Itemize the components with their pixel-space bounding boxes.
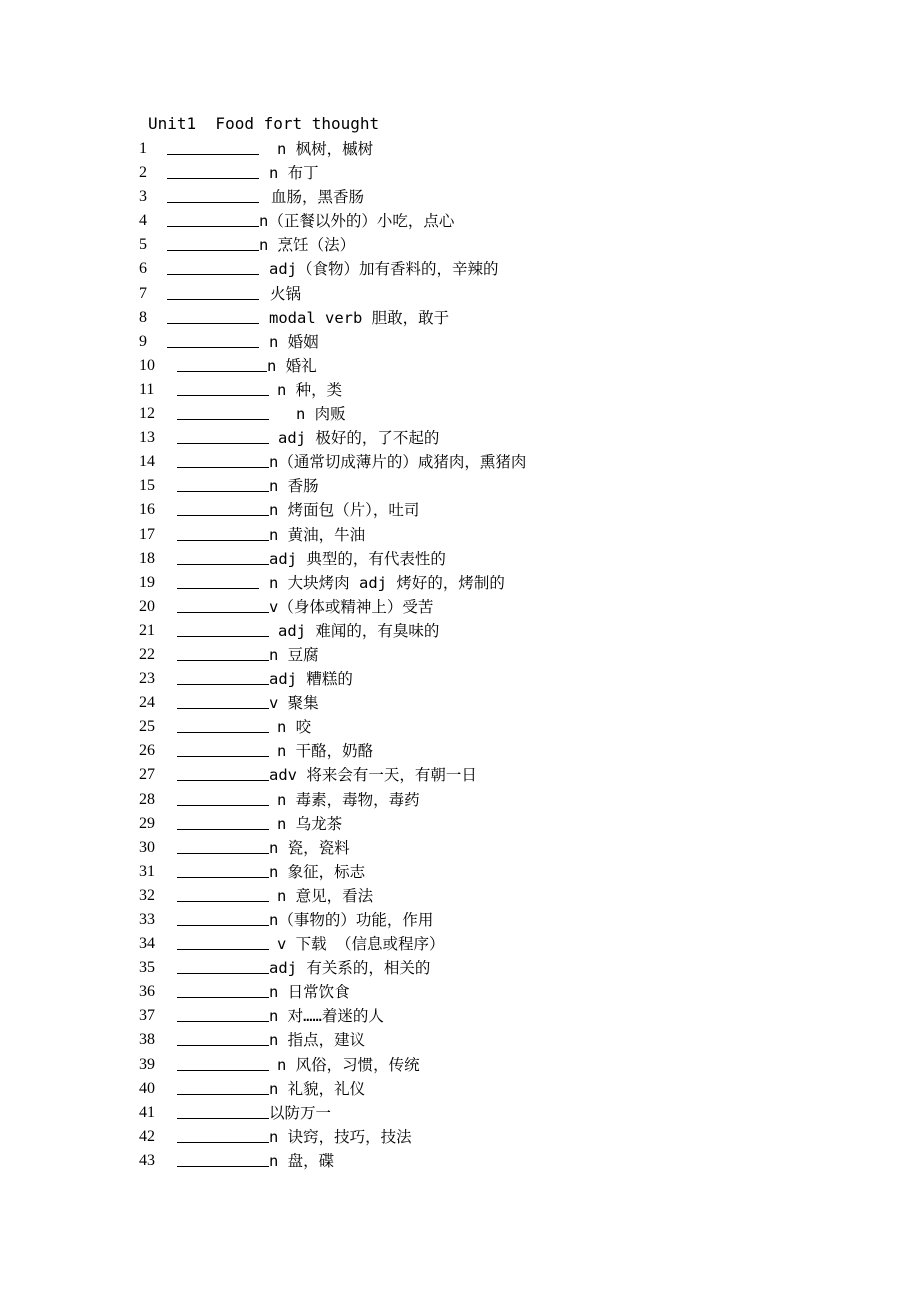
answer-blank	[177, 636, 269, 637]
answer-blank	[167, 347, 259, 348]
vocab-row	[139, 450, 859, 474]
item-number: 14	[139, 453, 155, 471]
item-number: 37	[139, 1007, 155, 1025]
answer-blank	[177, 829, 269, 830]
vocab-row	[139, 233, 859, 257]
item-definition: n 毒素，毒物，毒药	[277, 790, 420, 809]
item-definition: n 意见，看法	[277, 886, 374, 905]
item-number: 28	[139, 790, 155, 808]
item-number: 25	[139, 718, 155, 736]
item-number: 16	[139, 501, 155, 519]
item-number: 12	[139, 405, 155, 423]
item-number: 33	[139, 911, 155, 928]
item-number: 27	[139, 766, 155, 784]
answer-blank	[167, 299, 259, 300]
vocab-row	[139, 956, 859, 980]
item-number: 38	[139, 1031, 155, 1049]
vocab-row	[139, 426, 859, 450]
item-number: 17	[139, 525, 155, 543]
answer-blank	[167, 202, 259, 203]
item-definition: n 咬	[277, 718, 312, 737]
vocab-row	[139, 1077, 859, 1101]
answer-blank	[177, 612, 269, 613]
item-definition: adj 难闻的，有臭味的	[278, 621, 440, 640]
answer-blank	[167, 274, 259, 275]
item-definition: n 黄油，牛油	[269, 525, 366, 544]
answer-blank	[177, 564, 269, 565]
answer-blank	[177, 877, 269, 878]
answer-blank	[177, 756, 269, 757]
item-number: 15	[139, 477, 155, 495]
vocab-row	[139, 812, 859, 836]
item-number: 41	[139, 1103, 155, 1121]
vocab-row	[139, 884, 859, 908]
vocab-row	[139, 185, 859, 209]
item-definition: n 对……着迷的人	[269, 1007, 384, 1026]
answer-blank	[177, 853, 269, 854]
item-definition: n 布丁	[269, 164, 319, 183]
item-definition: n 婚姻	[269, 332, 319, 351]
item-definition: n（事物的）功能，作用	[269, 911, 434, 929]
item-definition: adj 糟糕的	[269, 670, 353, 689]
vocab-row	[139, 739, 859, 763]
item-definition: adj 有关系的，相关的	[269, 959, 431, 978]
vocab-row	[139, 282, 859, 306]
answer-blank	[167, 226, 259, 227]
item-number: 5	[139, 236, 147, 254]
item-definition: n 盘，碟	[269, 1151, 335, 1170]
vocab-row	[139, 474, 859, 498]
item-number: 9	[139, 332, 147, 350]
vocab-row	[139, 1053, 859, 1077]
item-definition: n 枫树，槭树	[277, 140, 374, 158]
item-definition: n 乌龙茶	[277, 814, 343, 833]
answer-blank	[167, 154, 259, 155]
answer-blank	[177, 997, 269, 998]
vocab-row	[139, 691, 859, 715]
item-number: 6	[139, 260, 147, 278]
item-number: 40	[139, 1079, 155, 1097]
item-number: 7	[139, 284, 147, 302]
item-definition: n 日常饮食	[269, 983, 350, 1002]
vocab-row	[139, 354, 859, 378]
vocab-row	[139, 378, 859, 402]
item-number: 43	[139, 1151, 155, 1169]
answer-blank	[177, 684, 269, 685]
item-number: 18	[139, 549, 155, 567]
vocab-row	[139, 715, 859, 739]
item-definition: n 瓷，瓷料	[269, 838, 350, 857]
vocab-row	[139, 836, 859, 860]
answer-blank	[177, 1045, 269, 1046]
item-number: 39	[139, 1055, 155, 1073]
item-definition: n（通常切成薄片的）咸猪肉，熏猪肉	[269, 453, 527, 472]
vocab-row	[139, 1125, 859, 1149]
vocab-row	[139, 1101, 859, 1125]
answer-blank	[167, 323, 259, 324]
answer-blank	[177, 780, 269, 781]
vocab-row	[139, 932, 859, 956]
item-number: 32	[139, 886, 155, 904]
page-title: Unit1 Food fort thought	[148, 114, 380, 133]
item-number: 10	[139, 356, 155, 374]
item-definition: v（身体或精神上）受苦	[269, 597, 434, 616]
item-number: 35	[139, 959, 155, 977]
item-definition: n 豆腐	[269, 645, 319, 664]
answer-blank	[177, 949, 269, 950]
item-number: 21	[139, 621, 155, 639]
answer-blank	[177, 660, 269, 661]
item-definition: n（正餐以外的）小吃，点心	[259, 212, 455, 231]
item-definition: adj 典型的，有代表性的	[269, 549, 446, 568]
vocab-row	[139, 137, 859, 161]
item-number: 23	[139, 670, 155, 688]
item-number: 30	[139, 838, 155, 856]
answer-blank	[177, 901, 269, 902]
item-number: 4	[139, 212, 147, 230]
item-definition: n 风俗，习惯，传统	[277, 1055, 420, 1074]
item-number: 13	[139, 429, 155, 447]
item-number: 20	[139, 597, 155, 615]
answer-blank	[177, 973, 269, 974]
vocab-row	[139, 860, 859, 884]
item-definition: adj 极好的，了不起的	[278, 429, 440, 448]
item-definition: adv 将来会有一天，有朝一日	[269, 766, 477, 785]
item-definition: n 香肠	[269, 477, 319, 496]
item-number: 22	[139, 645, 155, 663]
vocab-row	[139, 980, 859, 1004]
item-definition: 火锅	[270, 284, 302, 303]
item-number: 8	[139, 308, 147, 326]
item-definition: n 种，类	[277, 380, 343, 399]
answer-blank	[177, 491, 269, 492]
item-definition: modal verb 胆敢，敢于	[269, 308, 450, 327]
answer-blank	[177, 1142, 269, 1143]
item-definition: n 诀窍，技巧，技法	[269, 1127, 412, 1146]
item-number: 42	[139, 1127, 155, 1145]
vocab-row	[139, 523, 859, 547]
item-definition: n 干酪，奶酪	[277, 742, 374, 761]
item-number: 29	[139, 814, 155, 832]
vocab-row	[139, 595, 859, 619]
answer-blank	[167, 178, 259, 179]
vocab-row	[139, 571, 859, 595]
vocab-row	[139, 330, 859, 354]
answer-blank	[177, 540, 269, 541]
vocab-row	[139, 667, 859, 691]
answer-blank	[177, 1166, 269, 1167]
vocab-row	[139, 209, 859, 233]
item-number: 2	[139, 164, 147, 182]
answer-blank	[177, 1094, 269, 1095]
item-number: 19	[139, 573, 155, 591]
vocab-row	[139, 908, 859, 932]
answer-blank	[167, 250, 259, 251]
item-definition: n 礼貌，礼仪	[269, 1079, 366, 1098]
item-definition: n 烤面包（片），吐司	[269, 501, 420, 520]
vocab-row	[139, 547, 859, 571]
vocab-row	[139, 763, 859, 787]
answer-blank	[177, 925, 269, 926]
answer-blank	[177, 467, 269, 468]
answer-blank	[177, 515, 269, 516]
answer-blank	[177, 588, 259, 589]
vocab-row	[139, 643, 859, 667]
answer-blank	[177, 732, 269, 733]
vocab-list	[139, 137, 859, 1173]
vocab-row	[139, 402, 859, 426]
answer-blank	[177, 443, 269, 444]
item-number: 24	[139, 694, 155, 712]
answer-blank	[177, 805, 269, 806]
item-definition: n 指点，建议	[269, 1031, 366, 1050]
item-number: 34	[139, 935, 155, 953]
vocab-row	[139, 788, 859, 812]
item-number: 26	[139, 742, 155, 760]
item-definition: adj（食物）加有香料的，辛辣的	[269, 260, 499, 279]
item-definition: n 婚礼	[267, 356, 317, 375]
vocab-row	[139, 257, 859, 281]
answer-blank	[177, 419, 269, 420]
vocab-row	[139, 1004, 859, 1028]
item-definition: 血肠，黑香肠	[271, 188, 365, 207]
item-definition: n 肉贩	[296, 405, 346, 424]
item-number: 11	[139, 380, 155, 398]
answer-blank	[177, 708, 269, 709]
item-definition: n 烹饪（法）	[259, 236, 356, 255]
item-definition: v 下载 （信息或程序）	[277, 935, 445, 954]
answer-blank	[177, 1070, 269, 1071]
vocab-row	[139, 161, 859, 185]
answer-blank	[177, 1021, 269, 1022]
item-number: 36	[139, 983, 155, 1001]
item-number: 31	[139, 862, 155, 880]
item-number: 3	[139, 188, 147, 206]
vocab-row	[139, 1028, 859, 1052]
answer-blank	[177, 1118, 269, 1119]
vocab-row	[139, 619, 859, 643]
item-definition: 以防万一	[269, 1103, 332, 1122]
item-definition: v 聚集	[269, 694, 319, 713]
vocab-row	[139, 1149, 859, 1173]
vocab-row	[139, 498, 859, 522]
item-definition: n 象征，标志	[269, 862, 366, 881]
answer-blank	[177, 371, 267, 372]
item-number: 1	[139, 140, 147, 157]
vocab-row	[139, 306, 859, 330]
answer-blank	[177, 395, 269, 396]
item-definition: n 大块烤肉 adj 烤好的，烤制的	[269, 573, 505, 592]
